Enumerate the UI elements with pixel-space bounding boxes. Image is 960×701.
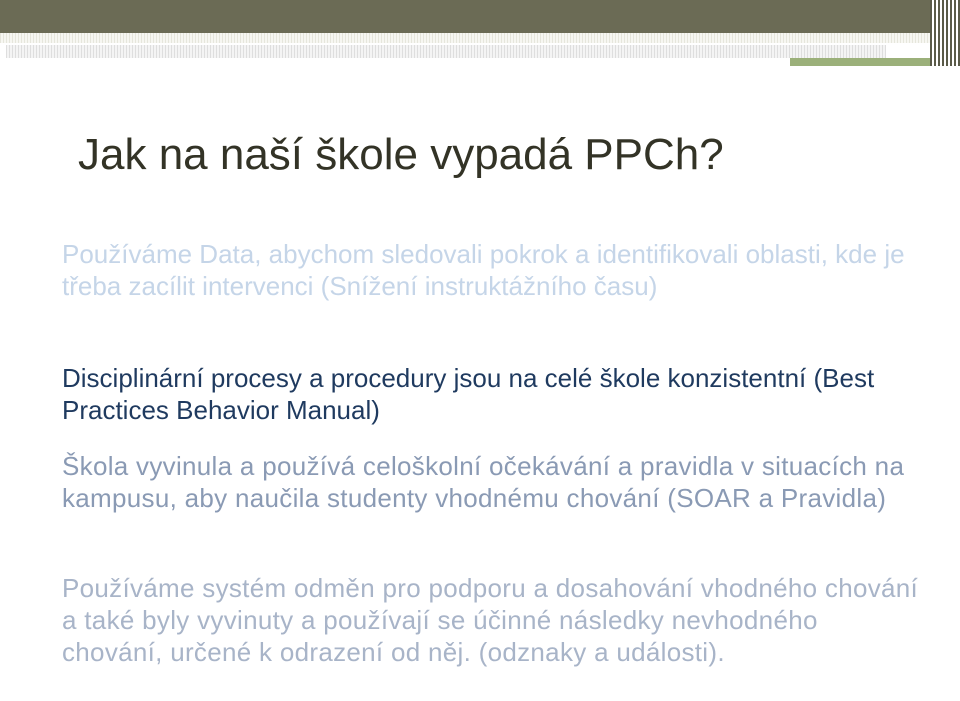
header-bar bbox=[0, 0, 930, 33]
slide-title: Jak na naší škole vypadá PPCh? bbox=[78, 130, 724, 179]
header-side-stripes bbox=[930, 0, 960, 66]
header-texture-band bbox=[0, 33, 930, 43]
bullet-reward-system: Používáme systém odměn pro podporu a dosahování vhodného chování a také byly vyvinuty a používají se účinné následky nevhodného chování, určené k odrazení od něj. (odznaky a události). bbox=[62, 573, 919, 667]
bullet-discipline-procedures: Disciplinární procesy a procedury jsou na celé škole konzistentní (Best Practices Behavior Manual) bbox=[62, 363, 875, 425]
header-accent-bar bbox=[790, 58, 940, 66]
bullet-data-monitoring: Používáme Data, abychom sledovali pokrok a identifikovali oblasti, kde je třeba zacílit intervenci (Snížení instruktážního času) bbox=[62, 239, 905, 301]
header-lower-band bbox=[6, 45, 886, 58]
bullet-school-expectations: Škola vyvinula a používá celoškolní očekávání a pravidla v situacích na kampusu, aby naučila studenty vhodnému chování (SOAR a Pravidla) bbox=[62, 451, 905, 513]
